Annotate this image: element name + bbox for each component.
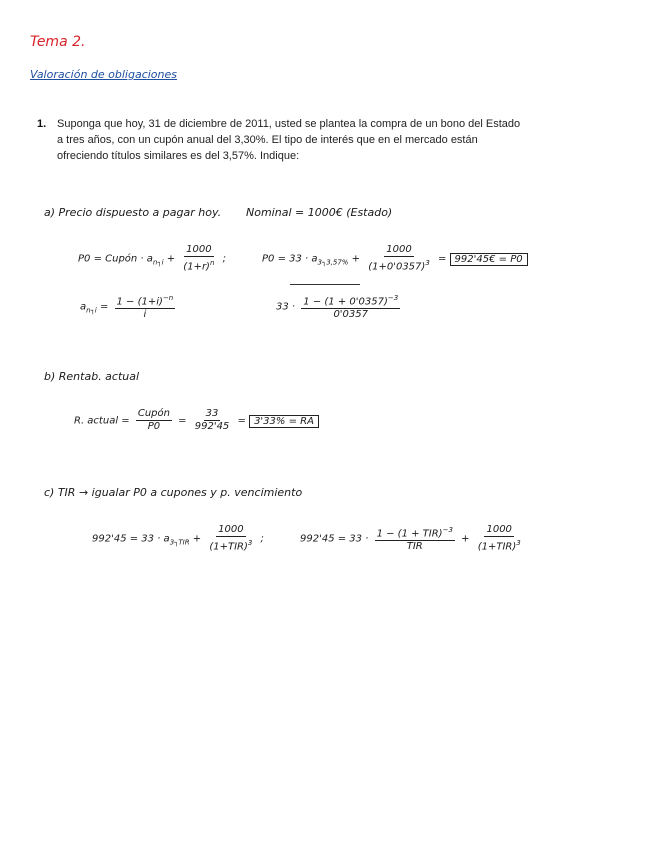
expand-fraction <box>301 292 400 321</box>
f1-den-wrap <box>181 257 216 273</box>
f1-num: 1000 <box>186 244 212 255</box>
part-a-formula-values <box>262 244 528 273</box>
rb-num: Cupón <box>137 408 170 419</box>
underline-bracket <box>290 284 360 285</box>
c-num2-wrap <box>375 524 455 541</box>
expand-num: 1 − (1 + 0'0357) <box>303 296 388 308</box>
f2-den: (1+0'0357) <box>368 261 426 273</box>
c-plus2: + <box>461 533 470 545</box>
c-exp3: 3 <box>516 539 521 547</box>
f2-num: 1000 <box>386 244 412 255</box>
f1-sub: n┐i <box>152 258 164 267</box>
annuity-eq: = <box>99 301 109 313</box>
c-num3: 1000 <box>486 524 512 535</box>
f1-exp: n <box>209 259 215 267</box>
f2-equals: = <box>437 253 447 265</box>
topic-title: Tema 2. <box>30 34 86 50</box>
rb-num2: 33 <box>205 408 219 419</box>
c-den3-wrap <box>476 537 523 553</box>
expand-left: 33 · <box>276 301 296 313</box>
f2-fraction <box>366 244 432 273</box>
expand-num-wrap <box>301 292 400 309</box>
expand-num-exp: −3 <box>387 294 399 302</box>
section-subtitle: Valoración de obligaciones <box>30 68 178 81</box>
c-den1: (1+TIR) <box>209 541 248 553</box>
c-sep: ; <box>260 533 264 545</box>
c-exp1: 3 <box>247 539 253 547</box>
rb-eq2: = <box>237 415 246 427</box>
rb-den: P0 <box>147 421 161 432</box>
question-number: 1. <box>37 118 47 130</box>
rb-fraction-1 <box>136 408 172 433</box>
question-text: Suponga que hoy, 31 de diciembre de 2011, usted se plantea la compra de un bono del Estado a tres años, con un cupón anual del 3,30%. El tipo de interés que en el mercado están ofreciendo títulos similares es del 3,57%. Indique: <box>57 118 521 162</box>
rb-left: R. actual = <box>74 415 130 427</box>
annuity-formula <box>80 292 178 321</box>
part-a-label: a) Precio dispuesto a pagar hoy. <box>44 206 222 219</box>
part-c-formula-2 <box>300 524 526 553</box>
rb-eq1: = <box>178 415 187 427</box>
f1-plus: + <box>166 253 176 265</box>
expand-den: 0'0357 <box>333 309 368 321</box>
c-fraction-1 <box>207 524 254 553</box>
part-a-nominal: Nominal = 1000€ (Estado) <box>246 206 393 219</box>
c-num2: 1 − (1 + TIR) <box>376 528 443 540</box>
c-den3: (1+TIR) <box>477 541 517 553</box>
c-num2-exp: −3 <box>442 526 453 534</box>
f2-exp: 3 <box>425 259 430 267</box>
f1-left: P0 = Cupón · a <box>78 253 153 265</box>
f1-fraction <box>181 244 216 273</box>
f2-den-wrap <box>366 257 432 273</box>
f2-plus: + <box>351 253 361 265</box>
f1-sep: ; <box>222 253 226 265</box>
c-left1: 992'45 = 33 · a <box>92 533 170 545</box>
rb-den2: 992'45 <box>194 421 230 432</box>
f2-sub: 3┐3,57% <box>317 258 349 267</box>
part-b-result: 3'33% = RA <box>249 415 319 428</box>
annuity-sub: n┐i <box>86 306 97 315</box>
c-den2: TIR <box>406 541 423 553</box>
part-c-label: c) TIR → igualar P0 a cupones y p. vencimiento <box>44 486 303 499</box>
c-left2: 992'45 = 33 · <box>300 533 369 545</box>
part-b-formula <box>74 408 319 433</box>
part-b-label: b) Rentab. actual <box>44 370 140 383</box>
rb-fraction-2 <box>193 408 232 433</box>
annuity-expansion <box>276 292 403 321</box>
c-den1-wrap <box>207 537 254 553</box>
c-fraction-3 <box>476 524 523 553</box>
part-a-formula-general <box>78 244 226 273</box>
annuity-num: 1 − (1+i) <box>116 296 163 308</box>
f2-left: P0 = 33 · a <box>262 253 318 265</box>
part-c-formula-1 <box>92 524 264 553</box>
c-fraction-2 <box>375 524 455 553</box>
annuity-left: a <box>80 301 87 313</box>
c-num1: 1000 <box>218 524 244 535</box>
annuity-num-wrap <box>115 292 176 309</box>
f1-den: (1+r) <box>183 261 210 273</box>
annuity-num-exp: −n <box>162 294 174 302</box>
c-plus1: + <box>192 533 202 545</box>
c-sub1: 3┐TIR <box>169 538 190 547</box>
annuity-den: i <box>143 309 147 321</box>
annuity-fraction <box>115 292 176 321</box>
part-a-result: 992'45€ = P0 <box>450 253 528 266</box>
